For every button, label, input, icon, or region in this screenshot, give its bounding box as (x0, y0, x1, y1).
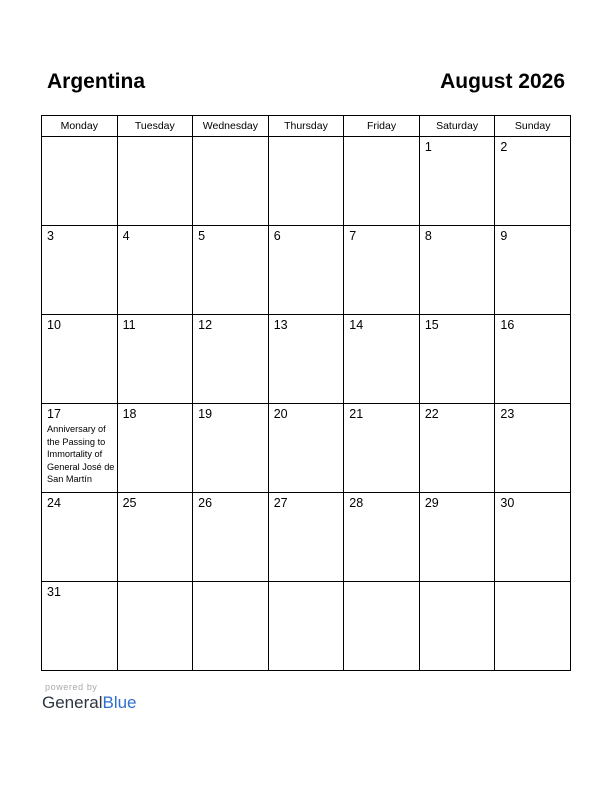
day-cell (268, 493, 344, 582)
day-cell (42, 493, 118, 582)
day-cell (117, 404, 193, 493)
day-number: 11 (122, 318, 136, 332)
day-cell (193, 404, 269, 493)
day-number: 25 (122, 496, 137, 510)
day-number: 7 (349, 229, 357, 243)
day-cell (344, 226, 420, 315)
day-cell (495, 404, 571, 493)
powered-by-text: powered by (45, 682, 98, 692)
day-cell (268, 315, 344, 404)
weekday-header-row (42, 116, 571, 137)
day-cell (495, 493, 571, 582)
day-cell (42, 137, 118, 226)
week-row (42, 315, 571, 404)
brand-blue-text: Blue (102, 693, 137, 712)
week-row (42, 137, 571, 226)
day-number: 16 (500, 318, 515, 332)
day-cell (268, 226, 344, 315)
calendar-grid (41, 115, 571, 671)
weekday-sunday: Sunday (495, 116, 571, 137)
day-cell (42, 404, 118, 493)
weekday-monday: Monday (42, 116, 118, 137)
day-cell (193, 582, 269, 671)
day-number: 23 (500, 407, 515, 421)
day-cell (117, 226, 193, 315)
holiday-label: Anniversary of the Passing to Immortality of General José de San Martín (47, 424, 115, 484)
day-cell (419, 493, 495, 582)
weekday-wednesday: Wednesday (193, 116, 269, 137)
day-cell (344, 404, 420, 493)
day-cell (42, 315, 118, 404)
day-cell (117, 137, 193, 226)
day-cell (419, 226, 495, 315)
day-cell (117, 493, 193, 582)
day-number: 12 (198, 318, 213, 332)
day-cell (344, 582, 420, 671)
day-cell (495, 315, 571, 404)
week-row (42, 493, 571, 582)
day-number: 9 (500, 229, 508, 243)
day-number: 28 (349, 496, 364, 510)
day-number: 6 (273, 229, 281, 243)
day-number: 14 (349, 318, 364, 332)
day-number: 29 (424, 496, 439, 510)
day-number: 24 (47, 496, 61, 510)
day-cell (419, 315, 495, 404)
day-number: 26 (198, 496, 213, 510)
week-row (42, 404, 571, 493)
day-cell (344, 493, 420, 582)
day-cell (268, 137, 344, 226)
weekday-tuesday: Tuesday (117, 116, 193, 137)
day-cell (344, 315, 420, 404)
day-number: 2 (500, 140, 508, 154)
day-number: 31 (47, 585, 61, 599)
day-cell (117, 582, 193, 671)
day-number: 21 (349, 407, 364, 421)
day-number: 4 (122, 229, 130, 243)
day-cell (193, 315, 269, 404)
generalblue-logo[interactable] (42, 693, 137, 713)
brand-general-text: General (42, 693, 103, 712)
day-number: 22 (424, 407, 439, 421)
day-number: 27 (273, 496, 288, 510)
day-number: 20 (273, 407, 288, 421)
day-number: 30 (500, 496, 515, 510)
weekday-thursday: Thursday (268, 116, 344, 137)
day-cell (419, 582, 495, 671)
day-cell (117, 315, 193, 404)
day-number: 3 (47, 229, 54, 243)
day-cell (419, 404, 495, 493)
day-cell (495, 582, 571, 671)
day-cell (344, 137, 420, 226)
day-cell (42, 582, 118, 671)
day-number: 1 (424, 140, 432, 154)
week-row (42, 226, 571, 315)
day-number: 19 (198, 407, 213, 421)
day-cell (495, 137, 571, 226)
day-cell (193, 226, 269, 315)
day-number: 15 (424, 318, 439, 332)
country-title: Argentina (47, 70, 146, 93)
day-number: 10 (47, 318, 61, 332)
day-cell (419, 137, 495, 226)
weekday-friday: Friday (344, 116, 420, 137)
week-row (42, 582, 571, 671)
day-number: 5 (198, 229, 206, 243)
month-year-title: August 2026 (440, 70, 565, 93)
day-number: 8 (424, 229, 432, 243)
day-cell (193, 137, 269, 226)
day-cell (268, 582, 344, 671)
weekday-saturday: Saturday (419, 116, 495, 137)
day-number: 18 (122, 407, 137, 421)
day-cell (268, 404, 344, 493)
day-number: 13 (273, 318, 288, 332)
day-cell (42, 226, 118, 315)
day-number: 17 (47, 407, 61, 421)
day-cell (495, 226, 571, 315)
day-cell (193, 493, 269, 582)
